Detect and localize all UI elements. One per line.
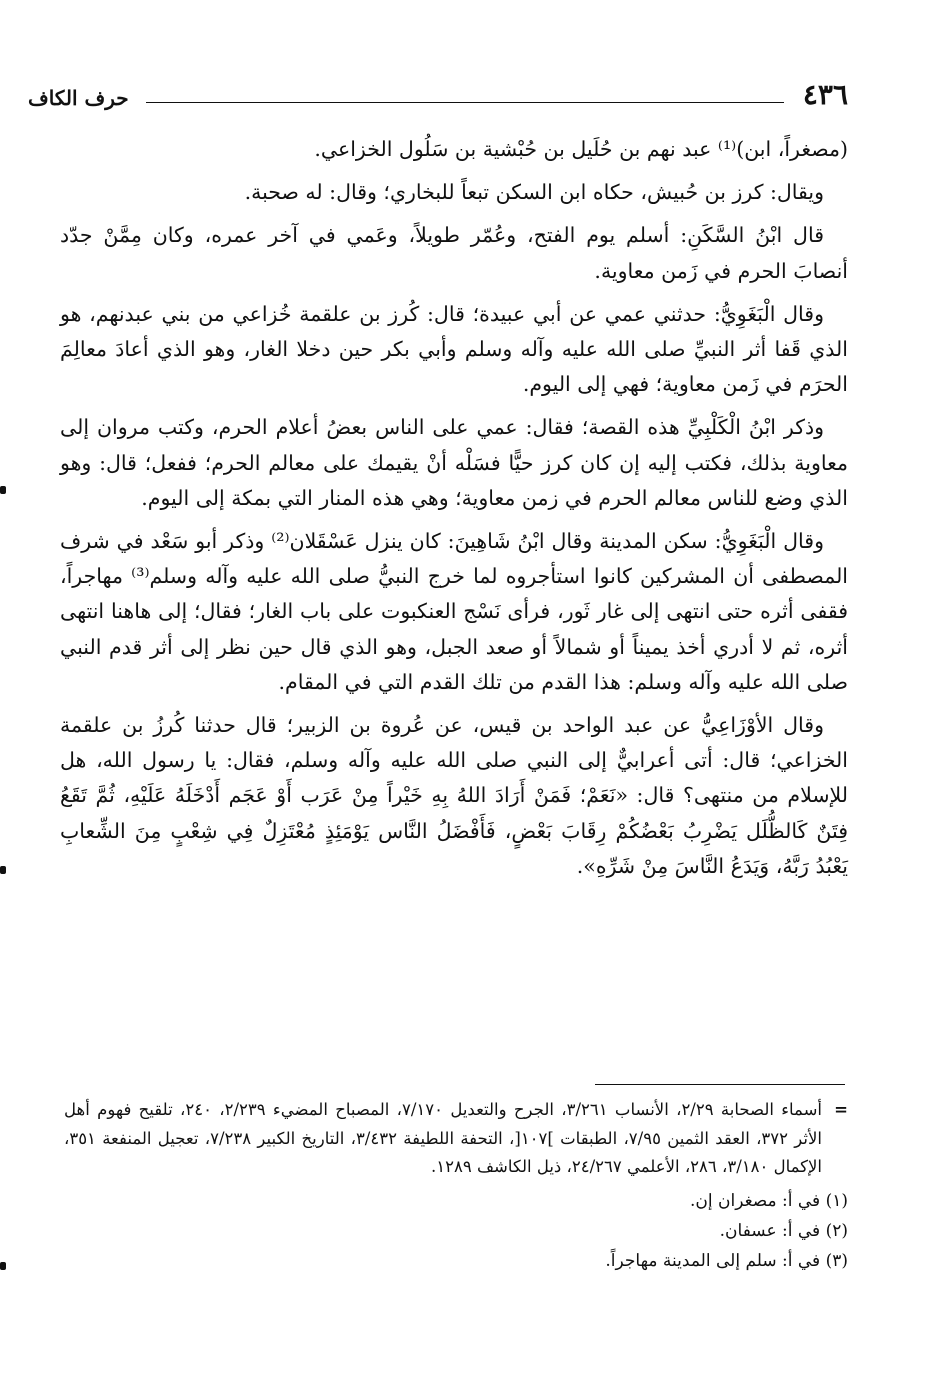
continuation-mark: = [834, 1100, 848, 1119]
running-title: حرف الكاف [28, 86, 129, 110]
page-header [28, 78, 848, 118]
paragraph: وقال الْبَغَوِيُّ: سكن المدينة وقال ابْنُ شَاهِينَ: كان ينزل عَسْقَلان⁽²⁾ وذكر أبو سَعْد في شرف المصطفى أن المشركين كانوا استأجروه لما خرج النبيُّ صلى الله عليه وآله وسلم⁽³⁾ مهاجراً، فقفى أثره حتى انتهى إلى غار ثَور، فرأى نَسْج العنكبوت على باب الغار؛ فقال؛ إلى هاهنا انتهى أثره، ثم لا أدري أخذ يميناً أو شمالاً أو صعد الجبل، وهو الذي قال حين نظر إلى أثر قدم النبي صلى الله عليه وآله وسلم: هذا القدم من تلك القدم التي في المقام. [60, 529, 849, 694]
paragraph: قال ابْنُ السَّكَنِ: أسلم يوم الفتح، وعُمّر طويلاً، وعَمي في آخر عمره، وكان مِمَّنْ جدّد أنصابَ الحرم في زَمن معاوية. [60, 223, 848, 283]
header-rule [146, 102, 784, 103]
footnote-item: (٢) في أ: عسفان. [719, 1220, 848, 1241]
footnote-item: (٣) في أ: سلم إلى المدينة مهاجراً. [605, 1250, 848, 1271]
paragraph: وذكر ابْنُ الْكَلْبِيِّ هذه القصة؛ فقال: عمي على الناس بعضُ أعلام الحرم، وكتب مروان إلى معاوية بذلك، فكتب إليه إن كان كرز حيًّا فسَلْه أنْ يقيمك على معالم الحرم؛ ففعل؛ قال: وهو الذي وضع للناس معالم الحرم في زمن معاوية؛ وهي هذه المنار التي بمكة إلى اليوم. [60, 415, 848, 510]
scan-edge-mark [0, 1262, 6, 1270]
paragraph: ويقال: كرز بن حُبيش، حكاه ابن السكن تبعاً للبخاري؛ وقال: له صحبة. [244, 180, 824, 205]
footnote-sources-text: أسماء الصحابة ٢/٢٩، الأنساب ٣/٢٦١، الجرح والتعديل ٧/١٧٠، المصباح المضيء ٢/٢٣٩، ٢٤٠، تلقيح فهوم أهل الأثر ٣٧٢، العقد الثمين ٧/٩٥، الطبقات ]١٠٧[، التحفة اللطيفة ٣/٤٣٢، التاريخ الكبير ٧/٢٣٨، تعجيل المنفعة ٣٥١، الإكمال ٣/١٨٠، ٢٨٦، الأعلمي ٢٤/٢٦٧، ذيل الكاشف ١٢٨٩. [64, 1100, 823, 1177]
footnote-rule [595, 1084, 845, 1085]
footnotes [64, 1096, 848, 1276]
footnote-item: (١) في أ: مصغران إن. [689, 1190, 848, 1211]
paragraph: (مصغراً، ابن)⁽¹⁾ عبد نهم بن حُلَيل بن حُبْشية بن سَلُول الخزاعي. [314, 137, 848, 161]
scan-edge-mark [0, 486, 6, 494]
scan-edge-mark [0, 866, 6, 874]
paragraph: وقال الأوْزَاعِيُّ عن عبد الواحد بن قيس، عن عُروة بن الزبير؛ قال حدثنا كُرزُ بن علقمة الخزاعي؛ قال: أتى أعرابيٌّ إلى النبي صلى الله عليه وآله وسلم، فقال: يا رسول الله، هل للإسلام من منتهى؟ قال: «نَعَمْ؛ فَمَنْ أَرَادَ اللهُ بِهِ خَيْراً مِنْ عَرَب أَوْ عَجَم أَدْخَلَهُ عَلَيْهِ، ثُمَّ تَقَعُ فِتَنٌ كَالظُّلَل يَضْرِبُ بَعْضُكُمْ رِقَابَ بَعْضٍ، فَأَفْضَلُ النَّاس يَوْمَئِذٍ مُعْتَزِلٌ فِي شِعْبٍ مِنَ الشِّعابِ يَعْبُدُ رَبَّهُ، وَيَدَعُ النَّاسَ مِنْ شَرِّهِ». [60, 713, 848, 878]
page-number: ٤٣٦ [802, 78, 848, 111]
paragraph: وقال الْبَغَوِيُّ: حدثني عمي عن أبي عبيدة؛ قال: كُرز بن علقمة خُزاعي من بني عبدنهم، هو الذي قَفا أثر النبيِّ صلى الله عليه وآله وسلم وأبي بكر حين دخلا الغار، وهو الذي أعادَ معالِمَ الحرَم في زَمن معاوية؛ فهي إلى اليوم. [60, 301, 848, 397]
footnote-sources [64, 1096, 848, 1182]
main-text [60, 132, 848, 892]
